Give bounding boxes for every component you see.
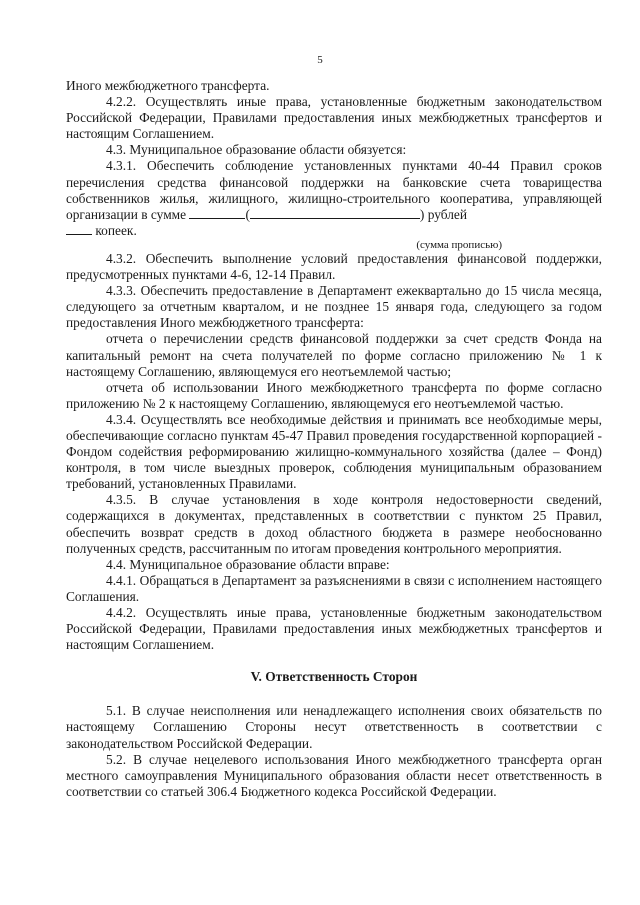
amount-words-blank bbox=[250, 207, 420, 219]
page-number: 5 bbox=[317, 54, 323, 66]
sum-in-words-note: (сумма прописью) bbox=[416, 238, 502, 251]
paragraph-5-2: 5.2. В случае нецелевого использования Иного межбюджетного трансферта орган местного самоуправления Муниципального образования области несет ответственность в соответствии со статьей 306.4 Бюджетного кодекса Российской Федерации. bbox=[66, 751, 602, 799]
paragraph-4-4-1: 4.4.1. Обращаться в Департамент за разъяснениями в связи с исполнением настоящего Соглашения. bbox=[66, 572, 602, 604]
paragraph-4-3-1 bbox=[66, 158, 602, 238]
document-body bbox=[66, 78, 602, 800]
paragraph-continuation: Иного межбюджетного трансферта. bbox=[66, 78, 270, 93]
kopecks-label: копеек. bbox=[95, 222, 137, 238]
paragraph-4-3-1-text: 4.3.1. Обеспечить соблюдение установленных пунктами 40-44 Правил сроков перечисления средства финансовой поддержки на банковские счета товарищества собственников жилья, жилищного, жилищно-строительного кооператива, управляющей организации в сумме bbox=[66, 158, 602, 222]
paragraph-4-3-3: 4.3.3. Обеспечить предоставление в Департамент ежеквартально до 15 числа месяца, следующего за отчетным кварталом, и не позднее 15 января года, следующего за годом предоставления Иного межбюджетного трансферта: bbox=[66, 283, 602, 331]
paragraph-4-4: 4.4. Муниципальное образование области вправе: bbox=[106, 556, 390, 572]
paragraph-report-transfer: отчета о перечислении средств финансовой поддержки за счет средств Фонда на капитальный ремонт на счета получателей по форме согласно приложению № 1 к настоящему Соглашению, являющемуся его неотъемлемой частью; bbox=[66, 331, 602, 379]
paragraph-5-1: 5.1. В случае неисполнения или ненадлежащего исполнения своих обязательств по настоящему Соглашению Стороны несут ответственность в соответствии с законодательством Российской Федерации. bbox=[66, 703, 602, 751]
paragraph-4-2-2: 4.2.2. Осуществлять иные права, установленные бюджетным законодательством Российской Федерации, Правилами предоставления иных межбюджетных трансфертов и настоящим Соглашением. bbox=[66, 94, 602, 142]
paragraph-4-4-2: 4.4.2. Осуществлять иные права, установленные бюджетным законодательством Российской Федерации, Правилами предоставления иных межбюджетных трансфертов и настоящим Соглашением. bbox=[66, 605, 602, 653]
amount-open-paren: ( bbox=[245, 206, 250, 222]
paragraph-report-usage: отчета об использовании Иного межбюджетного трансферта по форме согласно приложению № 2 к настоящему Соглашению, являющемуся его неотъемлемой частью. bbox=[66, 379, 602, 411]
rubles-label: ) рублей bbox=[419, 206, 468, 222]
section-heading: V. Ответственность Сторон bbox=[250, 669, 418, 685]
paragraph-4-3-2: 4.3.2. Обеспечить выполнение условий предоставления финансовой поддержки, предусмотренных пунктами 4-6, 12-14 Правил. bbox=[66, 250, 602, 283]
amount-blank bbox=[189, 207, 245, 219]
kopecks-blank bbox=[66, 223, 92, 235]
paragraph-4-3-4: 4.3.4. Осуществлять все необходимые действия и принимать все необходимые меры, обеспечивающие согласно пунктам 45-47 Правил проведения государственной корпорацией - Фондом содействия реформированию жилищно-коммунального хозяйства (далее – Фонд) контроля, в том числе выездных проверок, соблюдения муниципальным образованием требований, установленных Правилами. bbox=[66, 411, 602, 492]
paragraph-4-3: 4.3. Муниципальное образование области обязуется: bbox=[106, 142, 407, 158]
paragraph-4-3-5: 4.3.5. В случае установления в ходе контроля недостоверности сведений, содержащихся в документах, представленных в соответствии с пунктом 25 Правил, обеспечить возврат средств в доход областного бюджета в размере необоснованно полученных средств, рассчитанным по итогам проведения контрольного мероприятия. bbox=[66, 492, 602, 556]
